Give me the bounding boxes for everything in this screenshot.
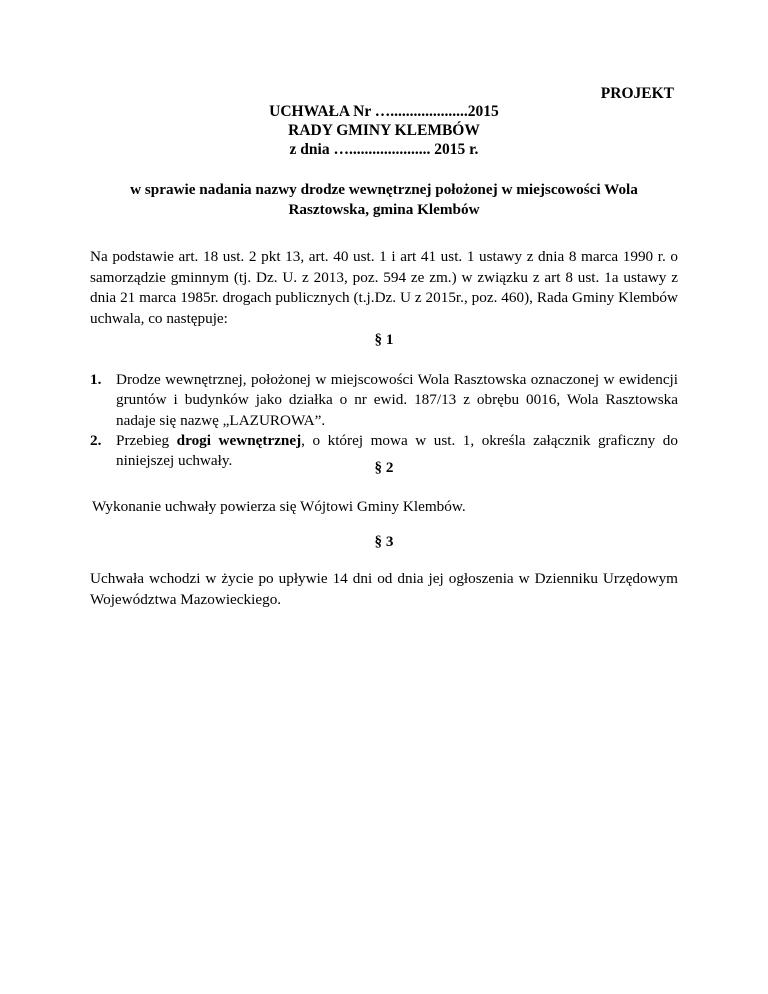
section-2-mark: § 2 bbox=[374, 459, 394, 476]
section-2-text: Wykonanie uchwały powierza się Wójtowi Gminy Klembów. bbox=[92, 498, 466, 515]
list-item-text-before: Przebieg bbox=[116, 431, 177, 449]
legal-basis-paragraph: Na podstawie art. 18 ust. 2 pkt 13, art. 40 ust. 1 i art 41 ust. 1 ustawy z dnia 8 marca 1990 r. o samorządzie gminnym (tj. Dz. U. z 2013, poz. 594 ze zm.) w związku z art 8 ust. 1a ustawy z dnia 21 marca 1985r. drogach publicznych (t.j.Dz. U z 2015r., poz. 460), Rada Gminy Klembów uchwala, co następuje: bbox=[90, 248, 678, 327]
list-item bbox=[90, 370, 678, 431]
resolution-subject bbox=[100, 180, 668, 220]
list-item-text-after: , o której mowa w ust. 1, określa załącznik graficzny do niniejszej uchwały. bbox=[116, 431, 678, 470]
resolution-date: z dnia …..................... 2015 r. bbox=[289, 141, 479, 158]
section-1-mark: § 1 bbox=[374, 331, 394, 348]
draft-label: PROJEKT bbox=[600, 85, 674, 102]
subject-line-2: Rasztowska, gmina Klembów bbox=[288, 201, 480, 218]
council-name: RADY GMINY KLEMBÓW bbox=[288, 122, 480, 139]
resolution-number: UCHWAŁA Nr …....................2015 bbox=[269, 103, 499, 120]
list-item-text: Drodze wewnętrznej, położonej w miejscowości Wola Rasztowska oznaczonej w ewidencji gruntów i budynków jako działka o nr ewid. 187/13 z obrębu 0016, Wola Rasztowska nadaje się nazwę „LAZUROWA”. bbox=[116, 371, 678, 429]
list-item-number: 1. bbox=[90, 371, 102, 388]
section-1-list bbox=[90, 370, 678, 471]
subject-line-1: w sprawie nadania nazwy drodze wewnętrznej położonej w miejscowości Wola bbox=[130, 181, 638, 198]
list-item-text-bold: drogi wewnętrznej bbox=[176, 431, 302, 449]
section-3-mark: § 3 bbox=[374, 533, 394, 550]
section-3-text: Uchwała wchodzi w życie po upływie 14 dni od dnia jej ogłoszenia w Dzienniku Urzędowym Województwa Mazowieckiego. bbox=[90, 570, 678, 608]
resolution-title bbox=[0, 102, 768, 159]
list-item-number: 2. bbox=[90, 431, 102, 449]
